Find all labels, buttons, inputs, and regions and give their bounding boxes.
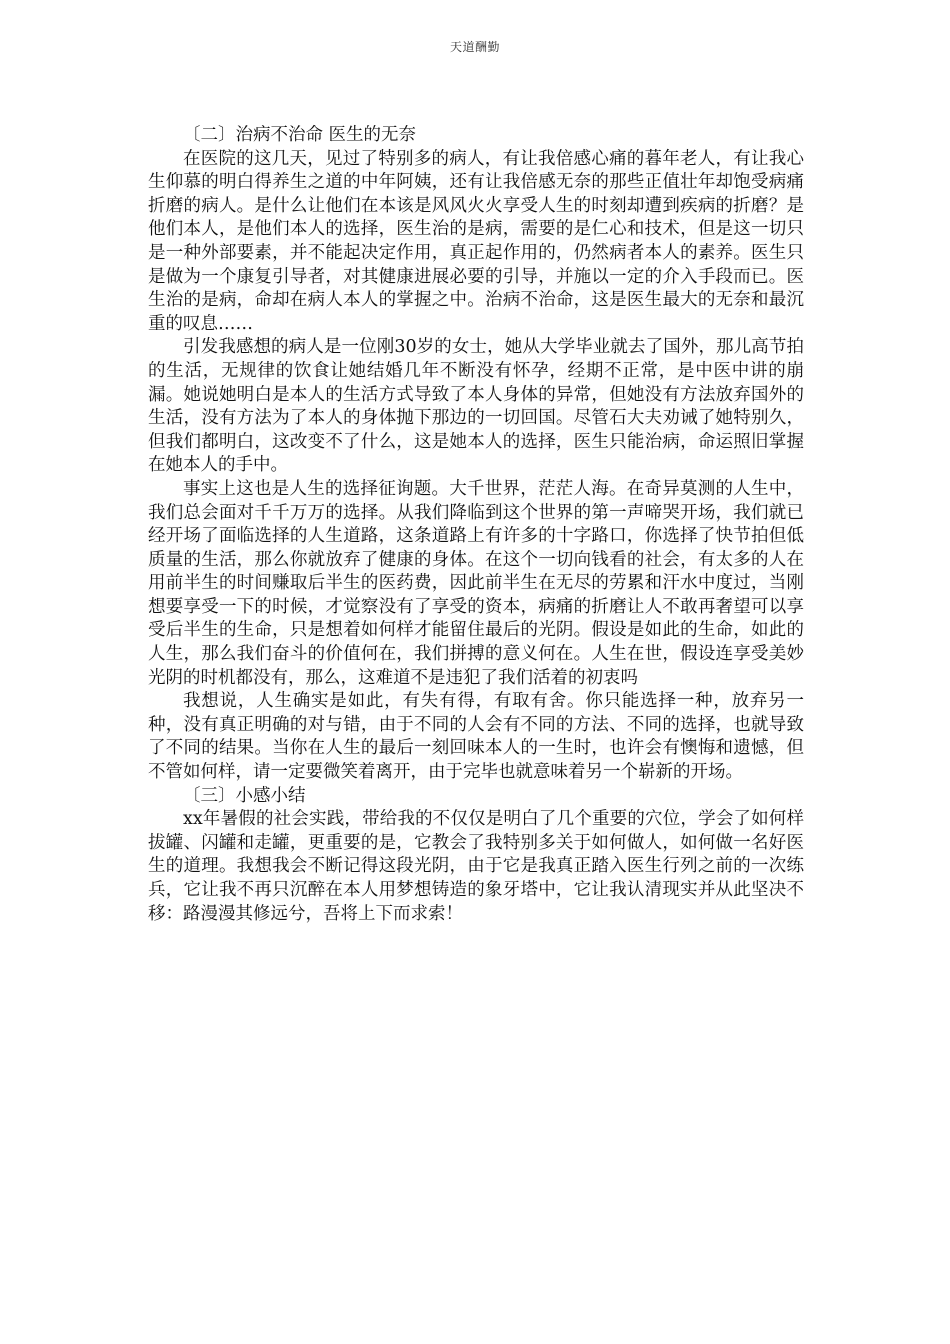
paragraph: 在医院的这几天，见过了特别多的病人，有让我倍感心痛的暮年老人，有让我心生仰慕的明白得养生之道的中年阿姨，还有让我倍感无奈的那些正值壮年却饱受病痛折磨的病人。是什么让他们在本该是风风火火享受人生的时刻却遭到疾病的折磨？是他们本人，是他们本人的选择，医生治的是病，需要的是仁心和技术，但是这一切只是一种外部要素，并不能起决定作用，真正起作用的，仍然病者本人的素养。医生只是做为一个康复引导者，对其健康进展必要的引导，并施以一定的介入手段而已。医生治的是病，命却在病人本人的掌握之中。治病不治命，这是医生最大的无奈和最沉重的叹息…… bbox=[148, 148, 804, 334]
paragraph: 事实上这也是人生的选择征询题。大千世界，茫茫人海。在奇异莫测的人生中，我们总会面对千千万万的选择。从我们降临到这个世界的第一声啼哭开场，我们就已经开场了面临选择的人生道路，这条道路上有许多的十字路口，你选择了快节拍但低质量的生活，那么你就放弃了健康的身体。在这个一切向钱看的社会，有太多的人在用前半生的时间赚取后半生的医药费，因此前半生在无尽的劳累和汗水中度过，当刚想要享受一下的时候，才觉察没有了享受的资本，病痛的折磨让人不敢再奢望可以享受后半生的生命，只是想着如何样才能留住最后的光阴。假设是如此的生命，如此的人生，那么我们奋斗的价值何在，我们拼搏的意义何在。人生在世，假设连享受美妙光阴的时机都没有，那么，这难道不是违犯了我们活着的初衷吗 bbox=[148, 478, 804, 688]
section-heading: 〔三〕小感小结 bbox=[183, 785, 306, 806]
paragraph: xx年暑假的社会实践，带给我的不仅仅是明白了几个重要的穴位，学会了如何样拔罐、闪罐和走罐，更重要的是，它教会了我特别多关于如何做人，如何做一名好医生的道理。我想我会不断记得这段光阴，由于它是我真正踏入医生行列之前的一次练兵，它让我不再只沉醉在本人用梦想铸造的象牙塔中，它让我认清现实并从此坚决不移：路漫漫其修远兮，吾将上下而求索！ bbox=[148, 809, 804, 924]
section-heading: 〔二〕治病不治命 医生的无奈 bbox=[183, 125, 417, 145]
paragraph: 引发我感想的病人是一位刚30岁的女士，她从大学毕业就去了国外，那儿高节拍的生活，无规律的饮食让她结婚几年不断没有怀孕，经期不正常，是中医中讲的崩漏。她说她明白是本人的生活方式导致了本人身体的异常，但她没有方法放弃国外的生活，没有方法为了本人的身体抛下那边的一切回国。尽管石大夫劝诫了她特别久，但我们都明白，这改变不了什么，这是她本人的选择，医生只能治病，命运照旧掌握在她本人的手中。 bbox=[148, 337, 804, 476]
page-header: 天道酬勤 bbox=[449, 40, 500, 54]
document-body bbox=[148, 124, 804, 926]
paragraph: 我想说，人生确实是如此，有失有得，有取有舍。你只能选择一种，放弃另一种，没有真正明确的对与错，由于不同的人会有不同的方法、不同的选择，也就导致了不同的结果。当你在人生的最后一刻回味本人的一生时，也许会有懊悔和遗憾，但不管如何样，请一定要微笑着离开，由于完毕也就意味着另一个崭新的开场。 bbox=[148, 691, 804, 783]
